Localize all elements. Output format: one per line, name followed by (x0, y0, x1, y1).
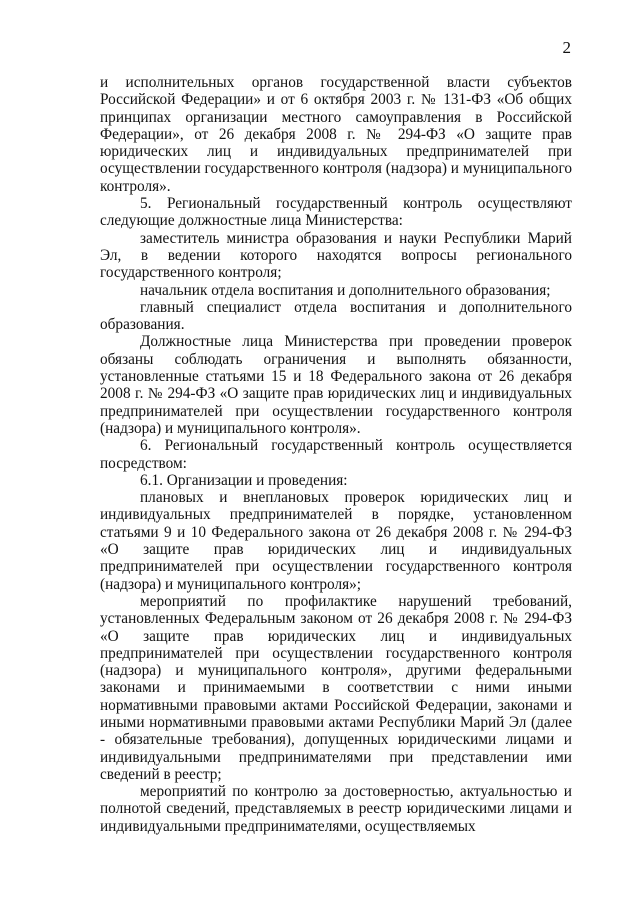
paragraph-deputy-minister: заместитель министра образования и науки Республики Марий Эл, в ведении которого находятся вопросы регионального государственного контроля; (100, 229, 572, 282)
paragraph-clause-5: 5. Региональный государственный контроль осуществляют следующие должностные лица Министерства: (100, 195, 572, 230)
paragraph-department-head: начальник отдела воспитания и дополнительного образования; (140, 281, 551, 299)
paragraph-chief-specialist: главный специалист отдела воспитания и дополнительного образования. (100, 298, 572, 334)
paragraph-registry-control: мероприятий по контролю за достоверностью, актуальностью и полнотой сведений, представляемых в реестр юридическими лицами и индивидуальными предпринимателями, осуществляемых (100, 783, 572, 835)
paragraph-clause-6: 6. Региональный государственный контроль осуществляется посредством: (100, 437, 572, 472)
document-body (100, 74, 572, 835)
page-number: 2 (562, 38, 571, 57)
paragraph-intro-continuation: и исполнительных органов государственной власти субъектов Российской Федерации» и от 6 октября 2003 г. № 131-ФЗ «Об общих принципах организации местного самоуправления в Российской Федерации», от 26 декабря 2008 г. № 294-ФЗ «О защите прав юридических лиц и индивидуальных предпринимателей при осуществлении государственного контроля (надзора) и муниципального контроля». (100, 74, 572, 195)
paragraph-prevention: мероприятий по профилактике нарушений требований, установленных Федеральным законом от 26 декабря 2008 г. № 294-ФЗ «О защите прав юридических лиц и индивидуальных предпринимателей при осуществлении государственного контроля (надзора) и муниципального контроля», другими федеральными законами и принимаемыми в соответствии с ними иными нормативными правовыми актами Российской Федерации, законами и иными нормативными правовыми актами Республики Марий Эл (далее - обязательные требования), допущенных юридическими лицами и индивидуальными предпринимателями при представлении ими сведений в реестр; (100, 592, 572, 783)
paragraph-clause-6-1: 6.1. Организации и проведения: (140, 471, 348, 489)
paragraph-inspections: плановых и внеплановых проверок юридических лиц и индивидуальных предпринимателей в порядке, установленном статьями 9 и 10 Федерального закона от 26 декабря 2008 г. № 294-ФЗ «О защите прав юридических лиц и индивидуальных предпринимателей при осуществлении государственного контроля (надзора) и муниципального контроля»; (100, 489, 572, 593)
paragraph-officials-obligations: Должностные лица Министерства при проведении проверок обязаны соблюдать ограничения и выполнять обязанности, установленные статьями 15 и 18 Федерального закона от 26 декабря 2008 г. № 294-ФЗ «О защите прав юридических лиц и индивидуальных предпринимателей при осуществлении государственного контроля (надзора) и муниципального контроля». (100, 333, 572, 437)
